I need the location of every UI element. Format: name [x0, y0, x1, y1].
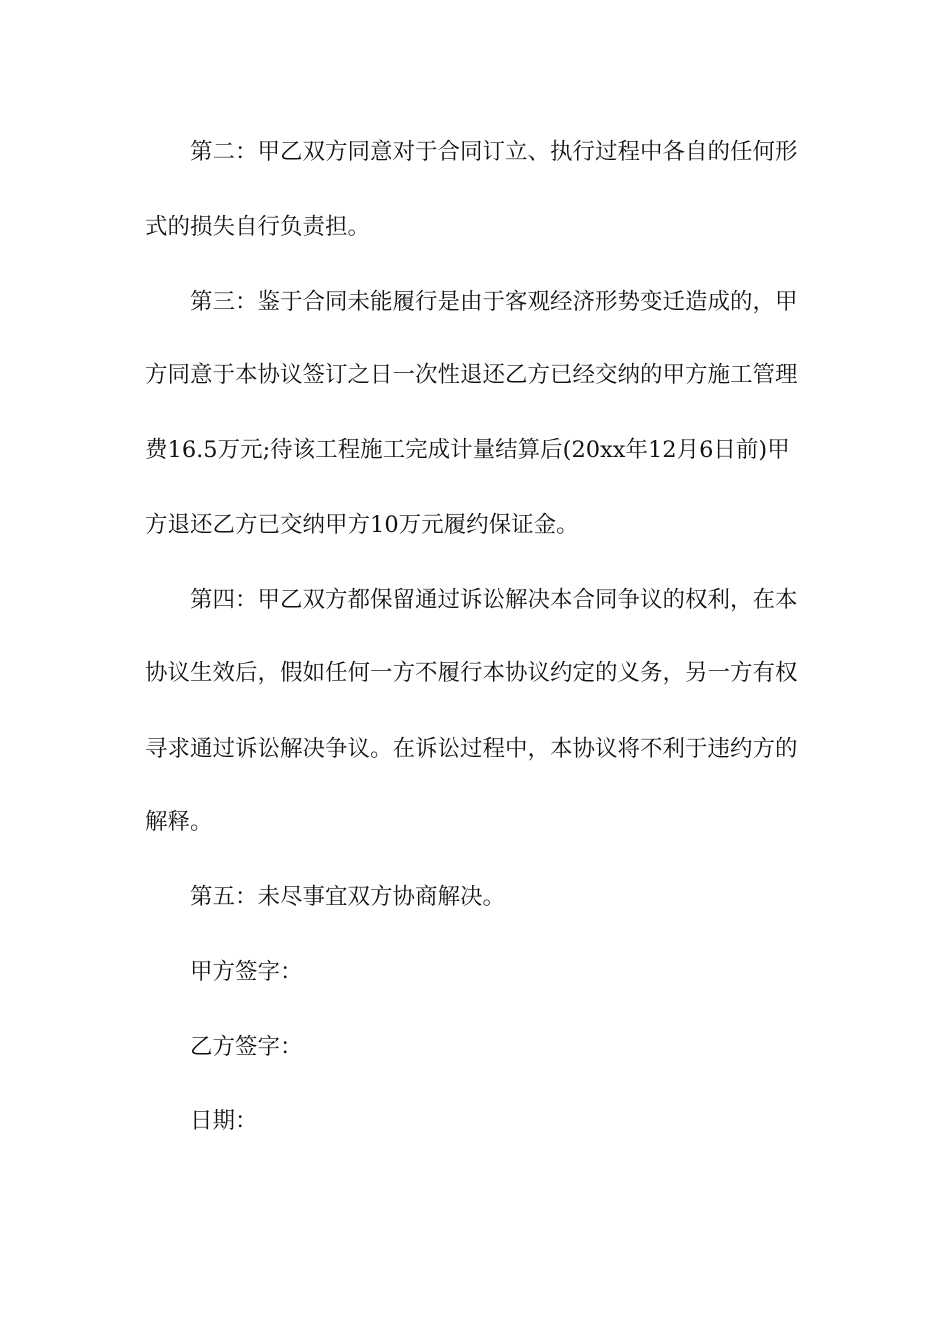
- clause-4-line-3: 寻求通过诉讼解决争议。在诉讼过程中，本协议将不利于违约方的: [145, 736, 798, 762]
- party-a-signature-label: 甲方签字：: [190, 959, 303, 985]
- clause-4-line-4: 解释。: [145, 809, 213, 835]
- clause-4-line-2: 协议生效后，假如任何一方不履行本协议约定的义务，另一方有权: [145, 660, 798, 686]
- clause-3-line-4: 方退还乙方已交纳甲方10万元履约保证金。: [145, 512, 579, 538]
- date-label: 日期：: [190, 1108, 258, 1134]
- clause-3-line-1: 第三：鉴于合同未能履行是由于客观经济形势变迁造成的，甲: [190, 289, 798, 315]
- clause-2-line-1: 第二：甲乙双方同意对于合同订立、执行过程中各自的任何形: [190, 139, 798, 165]
- clause-4-line-1: 第四：甲乙双方都保留通过诉讼解决本合同争议的权利，在本: [190, 587, 798, 613]
- clause-5-line-1: 第五：未尽事宜双方协商解决。: [190, 884, 506, 910]
- party-b-signature-label: 乙方签字：: [190, 1034, 303, 1060]
- clause-3-line-2: 方同意于本协议签订之日一次性退还乙方已经交纳的甲方施工管理: [145, 362, 798, 388]
- clause-2-line-2: 式的损失自行负责担。: [145, 214, 371, 240]
- clause-3-line-3: 费16.5万元;待该工程施工完成计量结算后(20xx年12月6日前)甲: [145, 437, 790, 463]
